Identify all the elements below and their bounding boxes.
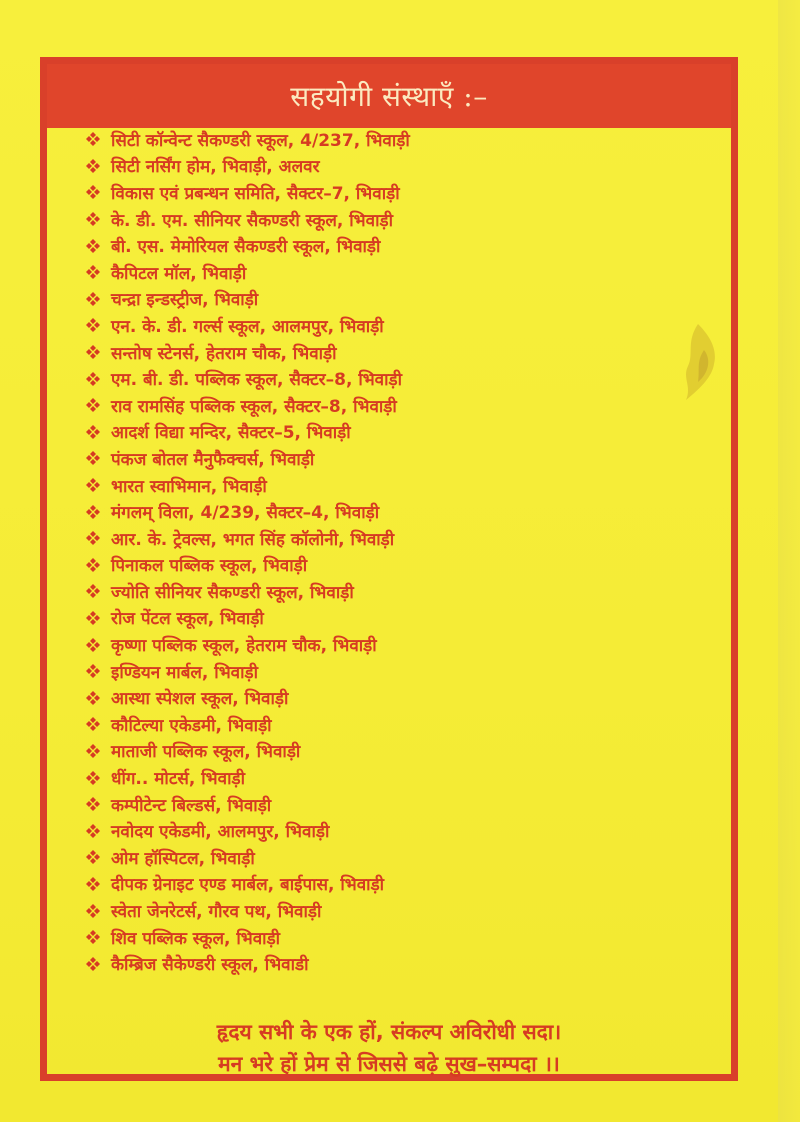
diamond-bullet-icon	[85, 716, 101, 732]
list-item-label: कम्पीटेन्ट बिल्डर्स, भिवाड़ी	[111, 795, 272, 816]
diamond-bullet-icon	[85, 211, 101, 227]
diamond-bullet-icon	[85, 903, 101, 919]
diamond-bullet-icon	[85, 956, 101, 972]
list-item	[85, 552, 410, 579]
list-item-label: के. डी. एम. सीनियर सैकण्डरी स्कूल, भिवाड़ी	[111, 210, 393, 231]
organization-list	[85, 126, 410, 977]
list-item-label: ओम हॉस्पिटल, भिवाड़ी	[111, 848, 255, 869]
list-item-label: धींग.. मोटर्स, भिवाड़ी	[111, 769, 245, 790]
list-item-label: चन्द्रा इन्डस्ट्रीज, भिवाड़ी	[111, 290, 259, 311]
list-item	[85, 206, 410, 233]
footer-line-1: हृदय सभी के एक हों, संकल्प अविरोधी सदा।	[216, 1020, 562, 1044]
list-item-label: राव रामसिंह पब्लिक स्कूल, सैक्टर–8, भिवाड़ी	[111, 396, 397, 417]
list-item	[85, 179, 410, 206]
list-item	[85, 578, 410, 605]
page-title: सहयोगी संस्थाएँ :–	[290, 80, 488, 113]
diamond-bullet-icon	[85, 371, 101, 387]
list-item-label: स्वेता जेनरेटर्स, गौरव पथ, भिवाड़ी	[111, 902, 322, 923]
diamond-bullet-icon	[85, 610, 101, 626]
list-item	[85, 871, 410, 898]
list-item-label: पंकज बोतल मैनुफैक्चर्स, भिवाड़ी	[111, 449, 315, 470]
list-item	[85, 232, 410, 259]
list-item-label: रोज पेंटल स्कूल, भिवाड़ी	[111, 609, 264, 630]
list-item-label: शिव पब्लिक स्कूल, भिवाड़ी	[111, 928, 281, 949]
diamond-bullet-icon	[85, 557, 101, 573]
list-item	[85, 153, 410, 180]
list-item-label: कैम्ब्रिज सैकेण्डरी स्कूल, भिवाडी	[111, 955, 309, 976]
list-item	[85, 738, 410, 765]
list-item	[85, 791, 410, 818]
list-item-label: कौटिल्या एकेडमी, भिवाड़ी	[111, 715, 272, 736]
list-item	[85, 445, 410, 472]
list-item-label: दीपक ग्रेनाइट एण्ड मार्बल, बाईपास, भिवाड़ी	[111, 875, 385, 896]
list-item-label: सन्तोष स्टेनर्स, हेतराम चौक, भिवाड़ी	[111, 343, 337, 364]
list-item	[85, 286, 410, 313]
page-edge	[778, 0, 800, 1122]
list-item-label: कैपिटल मॉल, भिवाड़ी	[111, 263, 247, 284]
list-item	[85, 525, 410, 552]
list-item-label: पिनाकल पब्लिक स्कूल, भिवाड़ी	[111, 556, 308, 577]
diamond-bullet-icon	[85, 477, 101, 493]
diamond-bullet-icon	[85, 929, 101, 945]
diamond-bullet-icon	[85, 796, 101, 812]
diamond-bullet-icon	[85, 530, 101, 546]
list-item-label: नवोदय एकेडमी, आलमपुर, भिवाड़ी	[111, 822, 330, 843]
list-item	[85, 658, 410, 685]
diamond-bullet-icon	[85, 504, 101, 520]
list-item-label: बी. एस. मेमोरियल सैकण्डरी स्कूल, भिवाड़ी	[111, 237, 381, 258]
footer-line-2: मन भरे हों प्रेम से जिससे बढ़े सुख–सम्पदा ।।	[218, 1052, 560, 1076]
list-item-label: आर. के. ट्रेवल्स, भगत सिंह कॉलोनी, भिवाड़ी	[111, 529, 395, 550]
header-banner	[47, 64, 731, 128]
diamond-bullet-icon	[85, 849, 101, 865]
list-item	[85, 312, 410, 339]
list-item-label: एम. बी. डी. पब्लिक स्कूल, सैक्टर–8, भिवाड़ी	[111, 370, 403, 391]
list-item	[85, 817, 410, 844]
diamond-bullet-icon	[85, 344, 101, 360]
diamond-bullet-icon	[85, 637, 101, 653]
list-item-label: भारत स्वाभिमान, भिवाड़ी	[111, 476, 267, 497]
list-item	[85, 365, 410, 392]
diamond-bullet-icon	[85, 184, 101, 200]
list-item	[85, 498, 410, 525]
list-item	[85, 472, 410, 499]
footer-verse	[47, 1016, 731, 1080]
diamond-bullet-icon	[85, 690, 101, 706]
list-item	[85, 711, 410, 738]
diamond-bullet-icon	[85, 450, 101, 466]
list-item	[85, 950, 410, 977]
diamond-bullet-icon	[85, 424, 101, 440]
list-item	[85, 339, 410, 366]
list-item-label: ज्योति सीनियर सैकण्डरी स्कूल, भिवाड़ी	[111, 582, 354, 603]
list-item	[85, 684, 410, 711]
diamond-bullet-icon	[85, 743, 101, 759]
list-item	[85, 631, 410, 658]
list-item-label: विकास एवं प्रबन्धन समिति, सैक्टर–7, भिवाड़ी	[111, 183, 400, 204]
list-item-label: सिटी नर्सिंग होम, भिवाड़ी, अलवर	[111, 157, 320, 178]
list-item	[85, 844, 410, 871]
list-item-label: माताजी पब्लिक स्कूल, भिवाड़ी	[111, 742, 301, 763]
list-item	[85, 392, 410, 419]
diamond-bullet-icon	[85, 583, 101, 599]
diamond-bullet-icon	[85, 823, 101, 839]
list-item	[85, 419, 410, 446]
diamond-bullet-icon	[85, 238, 101, 254]
diamond-bullet-icon	[85, 397, 101, 413]
content-frame	[40, 57, 738, 1081]
list-item	[85, 924, 410, 951]
diamond-bullet-icon	[85, 158, 101, 174]
list-item	[85, 605, 410, 632]
diamond-bullet-icon	[85, 264, 101, 280]
list-item-label: कृष्णा पब्लिक स्कूल, हेतराम चौक, भिवाड़ी	[111, 636, 377, 657]
list-item-label: मंगलम् विला, 4/239, सैक्टर–4, भिवाड़ी	[111, 503, 380, 524]
diamond-bullet-icon	[85, 291, 101, 307]
diamond-bullet-icon	[85, 770, 101, 786]
list-item	[85, 897, 410, 924]
diamond-bullet-icon	[85, 131, 101, 147]
diamond-bullet-icon	[85, 876, 101, 892]
diamond-bullet-icon	[85, 317, 101, 333]
list-item	[85, 764, 410, 791]
list-item-label: सिटी कॉन्वेन्ट सैकण्डरी स्कूल, 4/237, भिवाड़ी	[111, 130, 410, 151]
list-item	[85, 126, 410, 153]
list-item-label: इण्डियन मार्बल, भिवाड़ी	[111, 662, 259, 683]
diamond-bullet-icon	[85, 663, 101, 679]
list-item-label: आस्था स्पेशल स्कूल, भिवाड़ी	[111, 689, 289, 710]
list-item	[85, 259, 410, 286]
list-item-label: आदर्श विद्या मन्दिर, सैक्टर–5, भिवाड़ी	[111, 423, 351, 444]
list-item-label: एन. के. डी. गर्ल्स स्कूल, आलमपुर, भिवाड़ी	[111, 316, 384, 337]
